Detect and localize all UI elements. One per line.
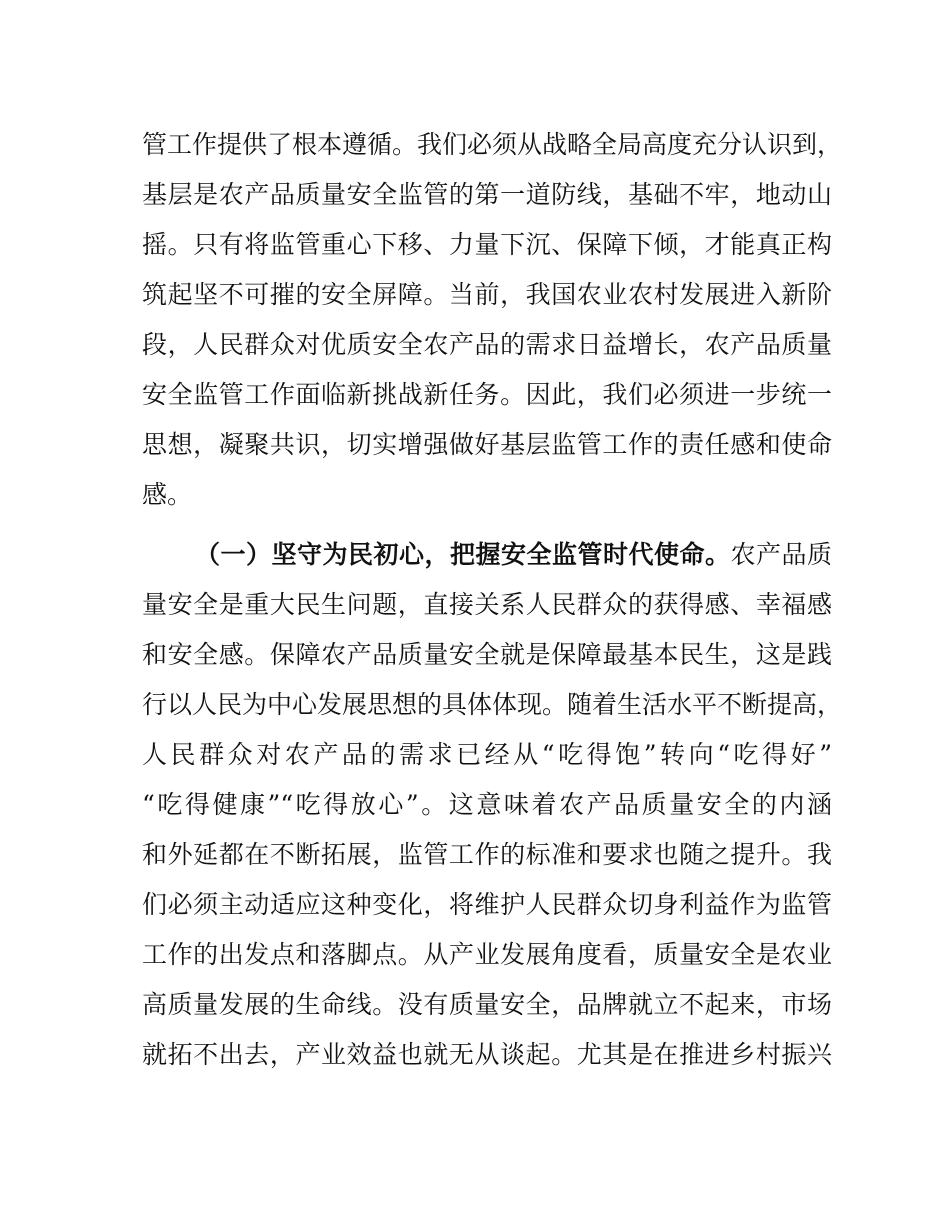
paragraph-1-line-1: 管工作提供了根本遵循。我们必须从战略全局高度充分认识到， xyxy=(142,130,843,159)
paragraph-2-line-6: “吃得健康”“吃得放心”。这意味着农产品质量安全的内涵 xyxy=(142,790,832,819)
paragraph-1-line-2: 基层是农产品质量安全监管的第一道防线，基础不牢，地动山 xyxy=(142,180,832,209)
paragraph-1-line-5: 段，人民群众对优质安全农产品的需求日益增长，农产品质量 xyxy=(142,330,832,359)
paragraph-1-line-8: 感。 xyxy=(142,480,193,509)
paragraph-1-line-6: 安全监管工作面临新挑战新任务。因此，我们必须进一步统一 xyxy=(142,380,832,409)
section-heading: （一）坚守为民初心，把握安全监管时代使命。 xyxy=(195,540,731,569)
paragraph-2-line-5: 人民群众对农产品的需求已经从“吃得饱”转向“吃得好” xyxy=(142,740,833,769)
paragraph-1-line-7: 思想，凝聚共识，切实增强做好基层监管工作的责任感和使命 xyxy=(142,430,832,459)
paragraph-2-line-7: 和外延都在不断拓展，监管工作的标准和要求也随之提升。我 xyxy=(142,840,832,869)
paragraph-2-line-8: 们必须主动适应这种变化，将维护人民群众切身利益作为监管 xyxy=(142,890,832,919)
paragraph-2-line-3: 和安全感。保障农产品质量安全就是保障最基本民生，这是践 xyxy=(142,640,832,669)
paragraph-2-line-9: 工作的出发点和落脚点。从产业发展角度看，质量安全是农业 xyxy=(142,940,832,969)
paragraph-2-line-11: 就拓不出去，产业效益也就无从谈起。尤其是在推进乡村振兴 xyxy=(142,1040,832,1069)
paragraph-2-line-10: 高质量发展的生命线。没有质量安全，品牌就立不起来，市场 xyxy=(142,990,832,1019)
paragraph-2-line-4: 行以人民为中心发展思想的具体体现。随着生活水平不断提高， xyxy=(142,690,843,719)
paragraph-2-line-1 xyxy=(195,537,832,573)
paragraph-1-line-3: 摇。只有将监管重心下移、力量下沉、保障下倾，才能真正构 xyxy=(142,230,832,259)
paragraph-1-line-4: 筑起坚不可摧的安全屏障。当前，我国农业农村发展进入新阶 xyxy=(142,280,832,309)
paragraph-2-line-2: 量安全是重大民生问题，直接关系人民群众的获得感、幸福感 xyxy=(142,590,832,619)
paragraph-2-line-1-rest: 农产品质 xyxy=(730,540,832,569)
